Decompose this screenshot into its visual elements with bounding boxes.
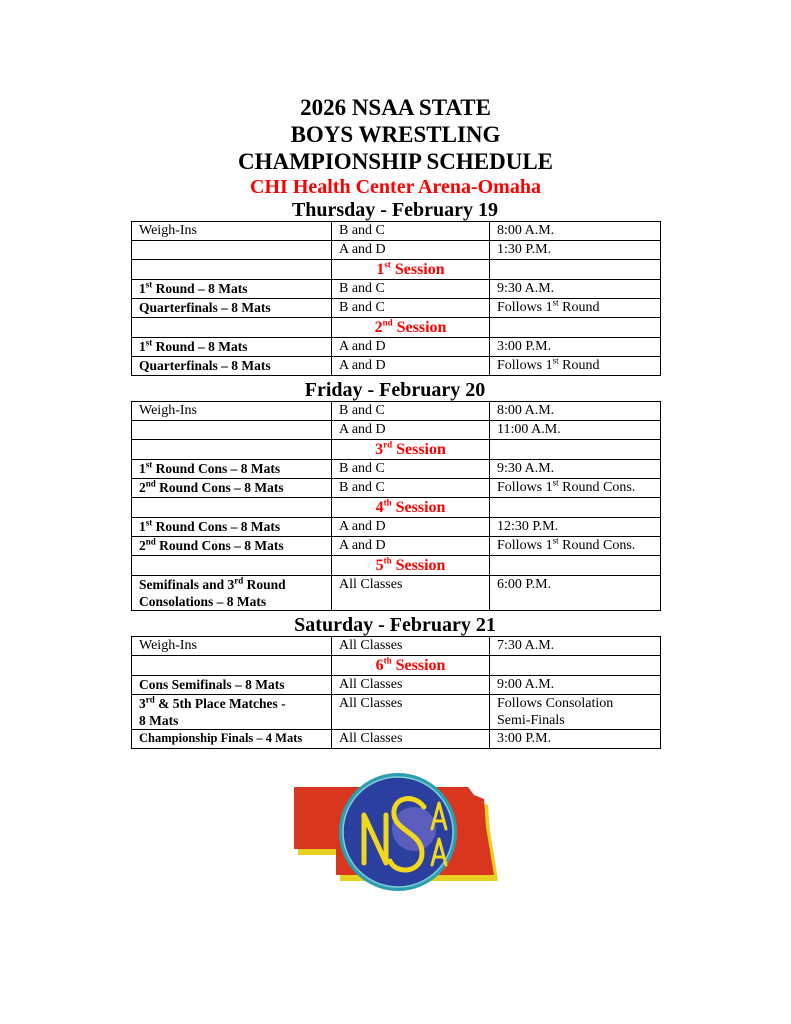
classes-cell: A and D (332, 518, 490, 537)
time-cell: 3:00 P.M. (490, 338, 661, 357)
classes-cell: B and C (332, 222, 490, 241)
title-line: CHAMPIONSHIP SCHEDULE (237, 149, 553, 174)
event-cell: Weigh-Ins (132, 222, 332, 241)
time-cell: 7:30 A.M. (490, 637, 661, 656)
table-row (132, 357, 661, 376)
time-cell: 1:30 P.M. (490, 241, 661, 260)
session-row (132, 556, 661, 576)
session-label: 1st Session (332, 260, 490, 280)
time-cell: Follows 1st Round (490, 299, 661, 318)
classes-cell: All Classes (332, 576, 490, 611)
classes-cell: B and C (332, 460, 490, 479)
session-label: 5th Session (332, 556, 490, 576)
schedule-table-saturday (131, 636, 661, 749)
table-row (132, 576, 661, 611)
table-row (132, 637, 661, 656)
classes-cell: A and D (332, 357, 490, 376)
event-cell: 1st Round Cons – 8 Mats (132, 460, 332, 479)
classes-cell: A and D (332, 421, 490, 440)
empty-cell (132, 260, 332, 280)
time-cell: 12:30 P.M. (490, 518, 661, 537)
session-label: 4th Session (332, 498, 490, 518)
empty-cell (490, 260, 661, 280)
event-cell: Weigh-Ins (132, 637, 332, 656)
event-cell: Cons Semifinals – 8 Mats (132, 676, 332, 695)
time-cell: 8:00 A.M. (490, 402, 661, 421)
classes-cell: All Classes (332, 695, 490, 730)
event-cell (132, 421, 332, 440)
event-cell: Semifinals and 3rd Round Consolations – 8 Mats (132, 576, 332, 611)
session-row (132, 656, 661, 676)
classes-cell: A and D (332, 537, 490, 556)
session-row (132, 318, 661, 338)
empty-cell (132, 440, 332, 460)
schedule-table-friday (131, 401, 661, 611)
empty-cell (490, 498, 661, 518)
session-label: 6th Session (332, 656, 490, 676)
table-row (132, 402, 661, 421)
table-row (132, 241, 661, 260)
table-row (132, 537, 661, 556)
table-row (132, 338, 661, 357)
empty-cell (490, 656, 661, 676)
time-cell: 6:00 P.M. (490, 576, 661, 611)
time-cell: 3:00 P.M. (490, 730, 661, 749)
classes-cell: All Classes (332, 676, 490, 695)
time-cell: 9:30 A.M. (490, 460, 661, 479)
event-cell: 1st Round – 8 Mats (132, 338, 332, 357)
time-cell: Follows Consolation Semi-Finals (490, 695, 661, 730)
document-title (0, 94, 791, 175)
schedule-table-thursday (131, 221, 661, 376)
table-row (132, 730, 661, 749)
event-cell: Championship Finals – 4 Mats (132, 730, 332, 749)
title-line: BOYS WRESTLING (290, 122, 501, 147)
classes-cell: B and C (332, 280, 490, 299)
time-cell: Follows 1st Round Cons. (490, 537, 661, 556)
time-cell: Follows 1st Round Cons. (490, 479, 661, 498)
title-line: 2026 NSAA STATE (300, 95, 491, 120)
event-cell: Weigh-Ins (132, 402, 332, 421)
empty-cell (490, 318, 661, 338)
classes-cell: B and C (332, 402, 490, 421)
classes-cell: B and C (332, 299, 490, 318)
event-cell: 1st Round Cons – 8 Mats (132, 518, 332, 537)
day-heading-thursday: Thursday - February 19 (291, 199, 499, 221)
time-cell: 8:00 A.M. (490, 222, 661, 241)
table-row (132, 421, 661, 440)
classes-cell: A and D (332, 241, 490, 260)
event-cell: 3rd & 5th Place Matches - 8 Mats (132, 695, 332, 730)
event-cell: Quarterfinals – 8 Mats (132, 299, 332, 318)
time-cell: 11:00 A.M. (490, 421, 661, 440)
table-row (132, 460, 661, 479)
day-heading-saturday: Saturday - February 21 (294, 614, 496, 636)
event-cell: Quarterfinals – 8 Mats (132, 357, 332, 376)
empty-cell (132, 318, 332, 338)
empty-cell (490, 440, 661, 460)
empty-cell (132, 498, 332, 518)
session-label: 2nd Session (332, 318, 490, 338)
classes-cell: A and D (332, 338, 490, 357)
event-cell (132, 241, 332, 260)
table-row (132, 479, 661, 498)
table-row (132, 518, 661, 537)
table-row (132, 280, 661, 299)
event-cell: 2nd Round Cons – 8 Mats (132, 537, 332, 556)
table-row (132, 695, 661, 730)
session-label: 3rd Session (332, 440, 490, 460)
time-cell: Follows 1st Round (490, 357, 661, 376)
table-row (132, 676, 661, 695)
day-heading-friday: Friday - February 20 (304, 379, 486, 401)
classes-cell: B and C (332, 479, 490, 498)
empty-cell (132, 556, 332, 576)
time-cell: 9:30 A.M. (490, 280, 661, 299)
session-row (132, 260, 661, 280)
classes-cell: All Classes (332, 730, 490, 749)
time-cell: 9:00 A.M. (490, 676, 661, 695)
empty-cell (490, 556, 661, 576)
session-row (132, 498, 661, 518)
venue-subtitle: CHI Health Center Arena-Omaha (250, 176, 541, 198)
empty-cell (132, 656, 332, 676)
nsaa-logo (292, 771, 500, 893)
event-cell: 1st Round – 8 Mats (132, 280, 332, 299)
session-row (132, 440, 661, 460)
table-row (132, 222, 661, 241)
event-cell: 2nd Round Cons – 8 Mats (132, 479, 332, 498)
table-row (132, 299, 661, 318)
classes-cell: All Classes (332, 637, 490, 656)
